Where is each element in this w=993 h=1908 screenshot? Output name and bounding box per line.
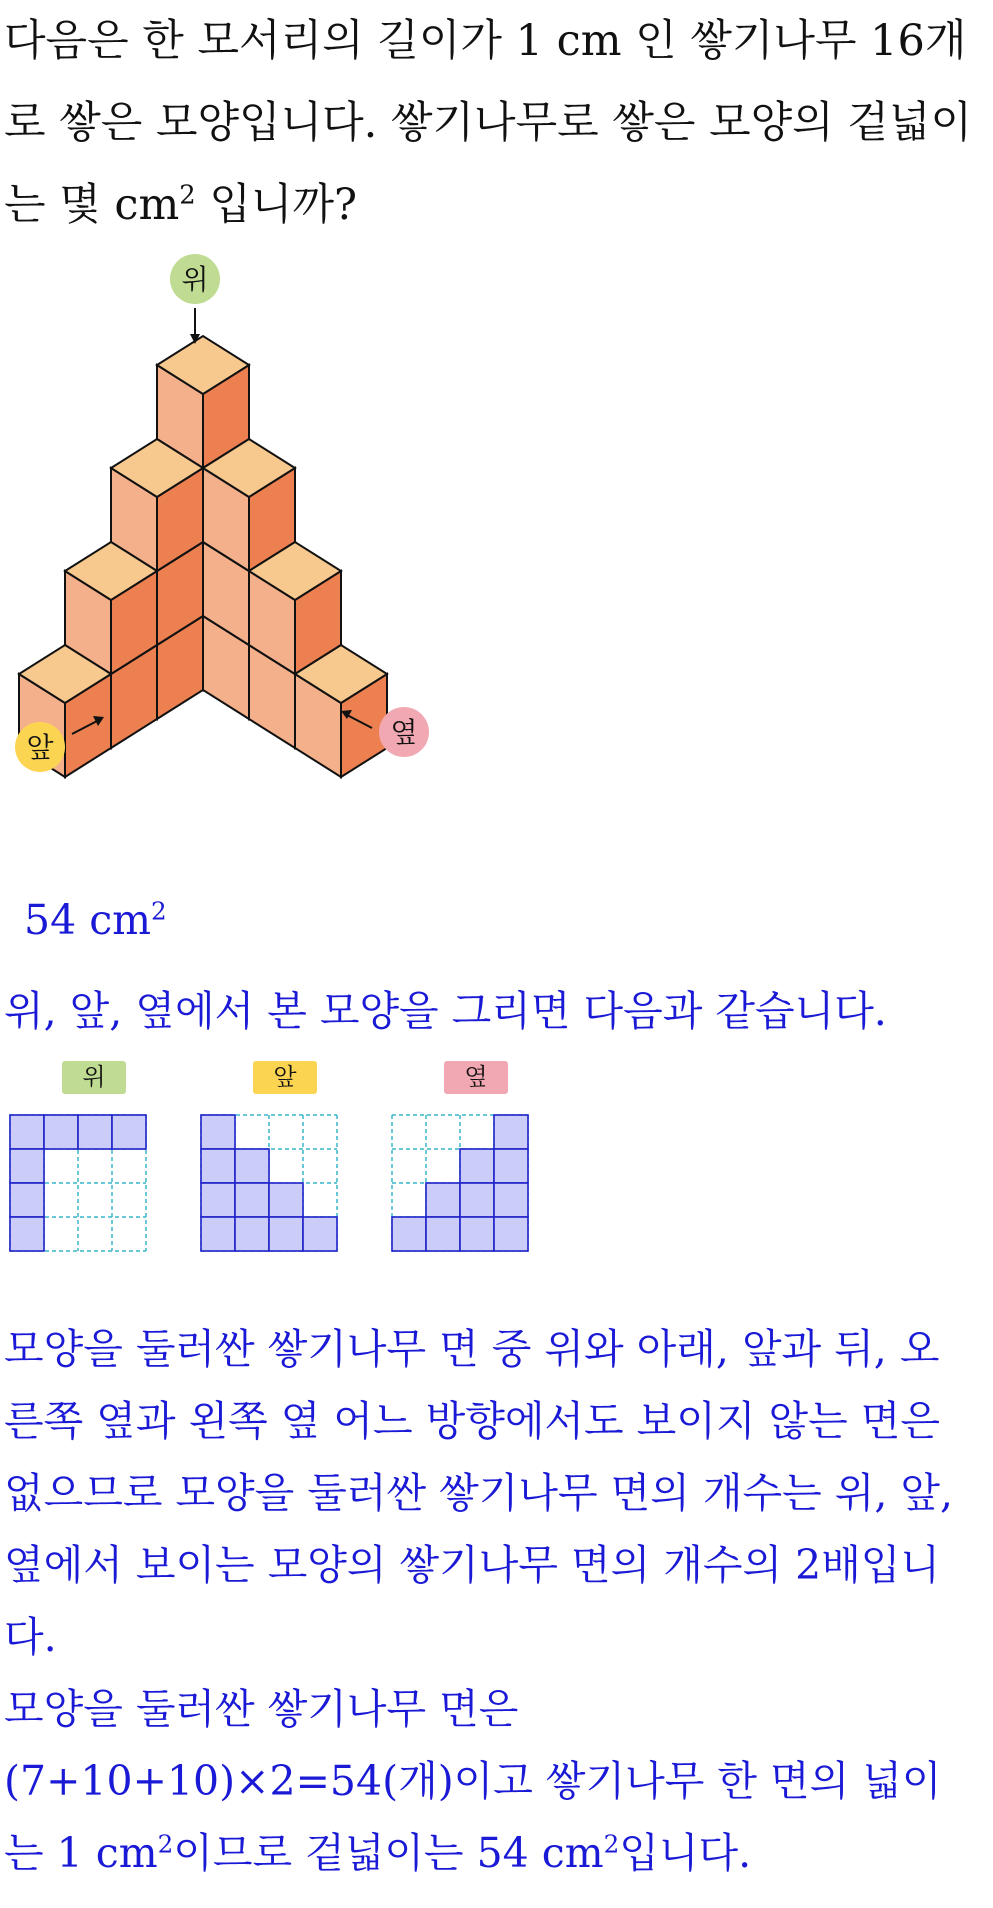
explanation-line-5: 다. bbox=[4, 1613, 57, 1661]
view-cell bbox=[269, 1183, 303, 1217]
view-cell bbox=[10, 1115, 44, 1149]
view-cell bbox=[44, 1115, 78, 1149]
view-cell bbox=[235, 1217, 269, 1251]
view-cell bbox=[78, 1115, 112, 1149]
view-cell bbox=[10, 1149, 44, 1183]
side-label: 옆 bbox=[390, 716, 418, 749]
view-cell bbox=[460, 1183, 494, 1217]
question-line-2: 로 쌓은 모양입니다. 쌓기나무로 쌓은 모양의 겉넓이 bbox=[4, 98, 972, 148]
view-cell bbox=[235, 1149, 269, 1183]
explanation-line-2: 른쪽 옆과 왼쪽 옆 어느 방향에서도 보이지 않는 면은 bbox=[4, 1397, 940, 1445]
explanation-line-1: 모양을 둘러싼 쌓기나무 면 중 위와 아래, 앞과 뒤, 오 bbox=[4, 1325, 940, 1373]
explanation-lead: 위, 앞, 옆에서 본 모양을 그리면 다음과 같습니다. bbox=[4, 987, 887, 1035]
explanation-body bbox=[4, 1313, 989, 1889]
view-label-side: 옆 bbox=[444, 1061, 508, 1094]
question-line-1: 다음은 한 모서리의 길이가 1 cm 인 쌓기나무 16개 bbox=[4, 16, 967, 66]
view-cell bbox=[201, 1217, 235, 1251]
view-cell bbox=[460, 1149, 494, 1183]
view-cell bbox=[426, 1217, 460, 1251]
explanation-line-7: (7+10+10)×2=54(개)이고 쌓기나무 한 면의 넓이 bbox=[4, 1757, 942, 1805]
view-cell bbox=[494, 1183, 528, 1217]
explanation-line-4: 옆에서 보이는 모양의 쌓기나무 면의 개수의 2배입니 bbox=[4, 1541, 941, 1589]
view-grid-0 bbox=[10, 1115, 146, 1251]
cube-stack-figure bbox=[0, 0, 993, 860]
view-cell bbox=[303, 1217, 337, 1251]
view-cell bbox=[460, 1217, 494, 1251]
view-cell bbox=[112, 1115, 146, 1149]
view-cell bbox=[269, 1217, 303, 1251]
view-grid-1 bbox=[201, 1115, 337, 1251]
view-cell bbox=[10, 1183, 44, 1217]
top-label: 위 bbox=[181, 263, 209, 296]
front-label: 앞 bbox=[26, 731, 54, 764]
view-cell bbox=[201, 1183, 235, 1217]
view-cell bbox=[235, 1183, 269, 1217]
view-label-front: 앞 bbox=[253, 1061, 317, 1094]
answer: 54 $cm^2$ bbox=[24, 896, 167, 944]
view-cell bbox=[494, 1217, 528, 1251]
view-cell bbox=[392, 1217, 426, 1251]
cube-layer bbox=[19, 336, 387, 777]
question-line-3: 는 몇 $cm^2$ 입니까? bbox=[4, 180, 358, 230]
explanation-line-3: 없으므로 모양을 둘러싼 쌓기나무 면의 개수는 위, 앞, bbox=[4, 1469, 954, 1517]
view-cell bbox=[10, 1217, 44, 1251]
view-cell bbox=[494, 1149, 528, 1183]
view-cell bbox=[426, 1183, 460, 1217]
view-label-top: 위 bbox=[62, 1061, 126, 1094]
view-grids bbox=[0, 1100, 993, 1320]
view-cell bbox=[201, 1149, 235, 1183]
explanation-line-6: 모양을 둘러싼 쌓기나무 면은 bbox=[4, 1685, 519, 1733]
explanation-line-8: 는 1 $cm^2$이므로 겉넓이는 54 $cm^2$입니다. bbox=[4, 1829, 752, 1877]
view-cell bbox=[494, 1115, 528, 1149]
view-grid-2 bbox=[392, 1115, 528, 1251]
view-cell bbox=[201, 1115, 235, 1149]
